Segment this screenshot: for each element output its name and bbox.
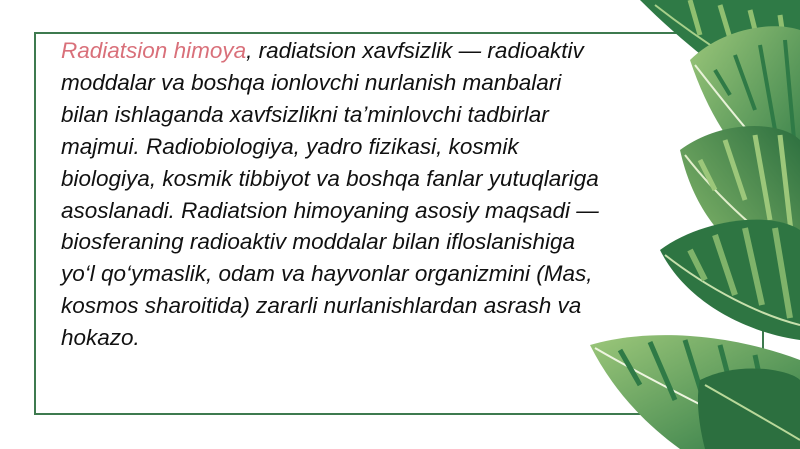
paragraph-text: , radiatsion xavfsizlik — radioaktiv moddalar va boshqa ionlovchi nurlanish manbalari bilan ishlaganda xavfsizlikni ta’minlovchi tadbirlar majmui. Radiobiologiya, yadro fizikasi, kosmik biologiya, kosmik tibbiyot va boshqa fanlar yutuqlariga asoslanadi. Radiatsion himoyaning asosiy maqsadi — biosferaning radioaktiv moddalar bilan ifloslanishiga yo‘l qo‘ymaslik, odam va hayvonlar organizmini (Mas, kosmos sharoitida) zararli nurlanishlardan asrash va hokazo.	[61, 38, 599, 351]
body-paragraph	[61, 35, 601, 354]
highlighted-term: Radiatsion himoya	[61, 38, 247, 63]
